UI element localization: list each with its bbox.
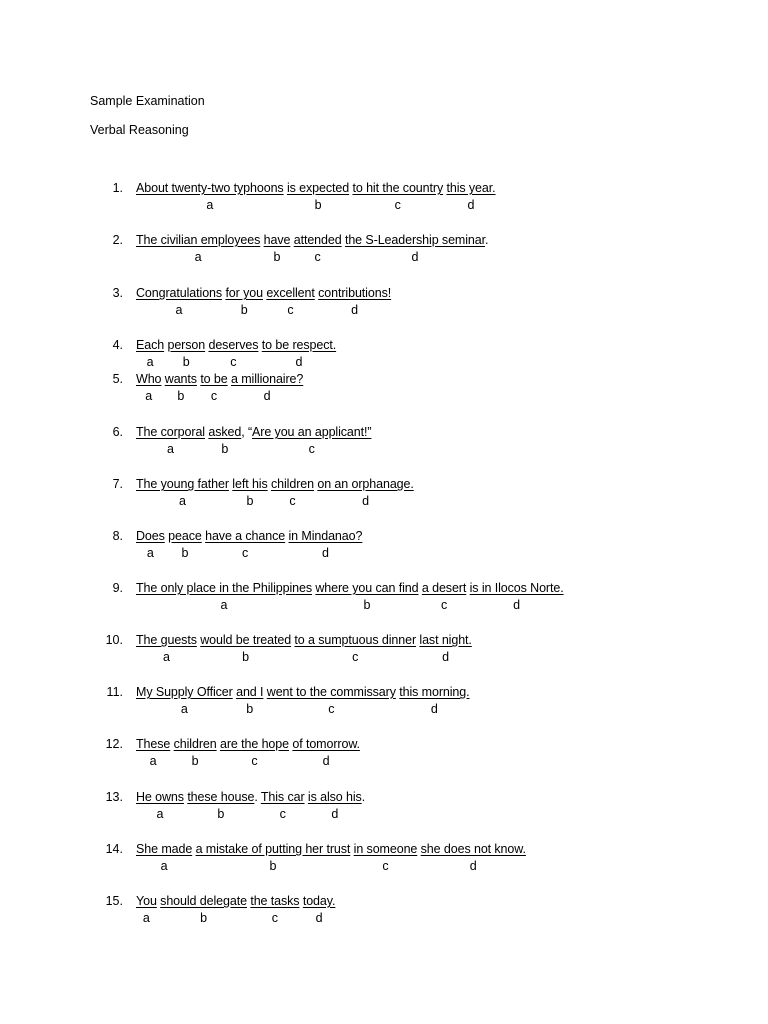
option-letter: a [142,911,150,925]
option-letter: d [295,355,303,369]
underlined-segment: went to the commissary [266,685,396,699]
option-letter: b [177,389,185,403]
question-number: 15. [105,894,123,908]
option-letter: a [178,494,186,508]
option-letter: a [220,598,228,612]
sentence-text: . [361,790,366,804]
underlined-segment: in someone [353,842,418,856]
option-letter: b [242,650,250,664]
option-letter: a [162,650,170,664]
option-letter: b [246,702,254,716]
underlined-segment: is in Ilocos Norte. [469,581,564,595]
option-letter: a [146,355,154,369]
question-number: 10. [105,633,123,647]
option-letter: c [394,198,401,212]
question-number: 9. [112,581,123,595]
option-letter: d [467,198,475,212]
option-letter: d [321,546,329,560]
option-letter: a [160,859,168,873]
option-letter: d [362,494,370,508]
underlined-segment: She made [136,842,193,856]
underlined-segment: this morning. [399,685,470,699]
underlined-segment: today. [302,894,336,908]
option-letter: a [149,754,157,768]
underlined-segment: These [136,737,171,751]
question-item [0,286,768,318]
option-letter: a [156,807,164,821]
option-letter: d [513,598,521,612]
underlined-segment: Each [136,338,165,352]
underlined-segment: a mistake of putting her trust [195,842,351,856]
underlined-segment: she does not know. [420,842,526,856]
underlined-segment: the tasks [250,894,300,908]
question-item [0,581,768,613]
underlined-segment: would be treated [200,633,292,647]
underlined-segment: is also his [307,790,362,804]
option-letter: b [363,598,371,612]
option-letter: d [331,807,339,821]
question-number: 7. [112,477,123,491]
question-item [0,477,768,509]
option-letter: c [287,303,294,317]
question-item [0,737,768,769]
option-letter: c [241,546,249,560]
question-sentence [136,181,496,195]
underlined-segment: have [263,233,291,247]
underlined-segment: The young father [136,477,229,491]
option-letter: c [308,442,315,456]
underlined-segment: to be [200,372,228,386]
underlined-segment: Does [136,529,165,543]
option-letter: c [352,650,359,664]
option-letter: b [191,754,199,768]
underlined-segment: My Supply Officer [136,685,233,699]
underlined-segment: for you [225,286,263,300]
question-number: 3. [112,286,123,300]
exam-title: Sample Examination [90,94,205,108]
underlined-segment: peace [168,529,202,543]
question-sentence [136,425,371,439]
underlined-segment: to a sumptuous dinner [294,633,417,647]
option-letter: d [442,650,450,664]
option-letter: a [146,546,154,560]
question-sentence [136,529,362,543]
option-letter: a [180,702,188,716]
underlined-segment: of tomorrow. [292,737,360,751]
question-item [0,425,768,457]
underlined-segment: Congratulations [136,286,223,300]
option-letter: a [175,303,183,317]
underlined-segment: The only place in the Philippines [136,581,312,595]
option-letter: b [221,442,229,456]
underlined-segment: The civilian employees [136,233,261,247]
underlined-segment: excellent [266,286,315,300]
question-sentence [136,790,365,804]
underlined-segment: You [136,894,157,908]
sentence-text: . [485,233,489,247]
option-letter: c [230,355,237,369]
option-letter: b [273,250,281,264]
question-item [0,790,768,822]
underlined-segment: a desert [421,581,467,595]
underlined-segment: About twenty-two typhoons [136,181,284,195]
option-letter: a [206,198,214,212]
underlined-segment: to hit the country [352,181,444,195]
option-letter: a [145,389,153,403]
option-letter: c [289,494,296,508]
underlined-segment: contributions! [318,286,392,300]
underlined-segment: are the hope [219,737,289,751]
option-letter: d [315,911,323,925]
underlined-segment: person [167,338,206,352]
underlined-segment: to be respect. [261,338,337,352]
question-sentence [136,737,360,751]
question-number: 2. [112,233,123,247]
underlined-segment: children [271,477,314,491]
question-number: 13. [105,790,123,804]
question-number: 14. [105,842,123,856]
underlined-segment: a millionaire? [231,372,304,386]
question-item [0,529,768,561]
question-number: 12. [105,737,123,751]
option-letter: b [314,198,322,212]
question-item [0,633,768,665]
question-sentence [136,894,335,908]
sentence-text: , “ [241,425,253,439]
underlined-segment: Are you an applicant!” [252,425,372,439]
underlined-segment: have a chance [205,529,286,543]
question-number: 4. [112,338,123,352]
option-letter: c [314,250,321,264]
option-letter: c [271,911,279,925]
question-item [0,181,768,213]
option-letter: d [263,389,271,403]
option-letter: c [279,807,286,821]
question-number: 6. [112,425,123,439]
underlined-segment: deserves [208,338,259,352]
underlined-segment: this year. [446,181,496,195]
option-letter: c [382,859,389,873]
underlined-segment: the S-Leadership seminar [344,233,485,247]
question-sentence [136,581,564,595]
question-number: 11. [106,685,123,699]
underlined-segment: He owns [136,790,184,804]
underlined-segment: wants [164,372,197,386]
option-letter: b [200,911,208,925]
underlined-segment: and I [236,685,264,699]
question-sentence [136,477,414,491]
underlined-segment: attended [293,233,342,247]
question-number: 1. [112,181,123,195]
option-letter: c [210,389,218,403]
underlined-segment: on an orphanage. [317,477,414,491]
option-letter: d [411,250,419,264]
underlined-segment: The corporal [136,425,205,439]
underlined-segment: in Mindanao? [288,529,363,543]
option-letter: d [469,859,477,873]
sentence-text: . [254,790,261,804]
question-item [0,233,768,265]
underlined-segment: last night. [419,633,472,647]
question-item [0,894,768,926]
option-letter: b [269,859,277,873]
option-letter: d [430,702,438,716]
question-number: 5. [112,372,123,386]
question-item [0,685,768,717]
underlined-segment: left his [232,477,268,491]
question-sentence [136,633,472,647]
option-letter: a [167,442,174,456]
underlined-segment: children [173,737,217,751]
question-sentence [136,286,391,300]
question-item [0,372,768,404]
question-sentence [136,685,470,699]
option-letter: b [246,494,254,508]
option-letter: b [217,807,225,821]
question-sentence [136,338,336,352]
question-item [0,842,768,874]
option-letter: c [440,598,448,612]
question-item [0,338,768,370]
question-sentence [136,233,488,247]
question-sentence [136,372,303,386]
option-letter: c [328,702,335,716]
underlined-segment: This car [260,790,305,804]
option-letter: a [194,250,202,264]
underlined-segment: asked [208,425,242,439]
option-letter: b [182,355,190,369]
option-letter: b [240,303,248,317]
option-letter: b [181,546,189,560]
exam-subtitle: Verbal Reasoning [90,123,189,137]
underlined-segment: The guests [136,633,197,647]
option-letter: d [322,754,330,768]
underlined-segment: these house [187,790,255,804]
option-letter: c [251,754,258,768]
question-number: 8. [112,529,123,543]
option-letter: d [351,303,359,317]
underlined-segment: should delegate [160,894,247,908]
question-sentence [136,842,526,856]
underlined-segment: where you can find [315,581,419,595]
underlined-segment: is expected [286,181,350,195]
underlined-segment: Who [136,372,162,386]
